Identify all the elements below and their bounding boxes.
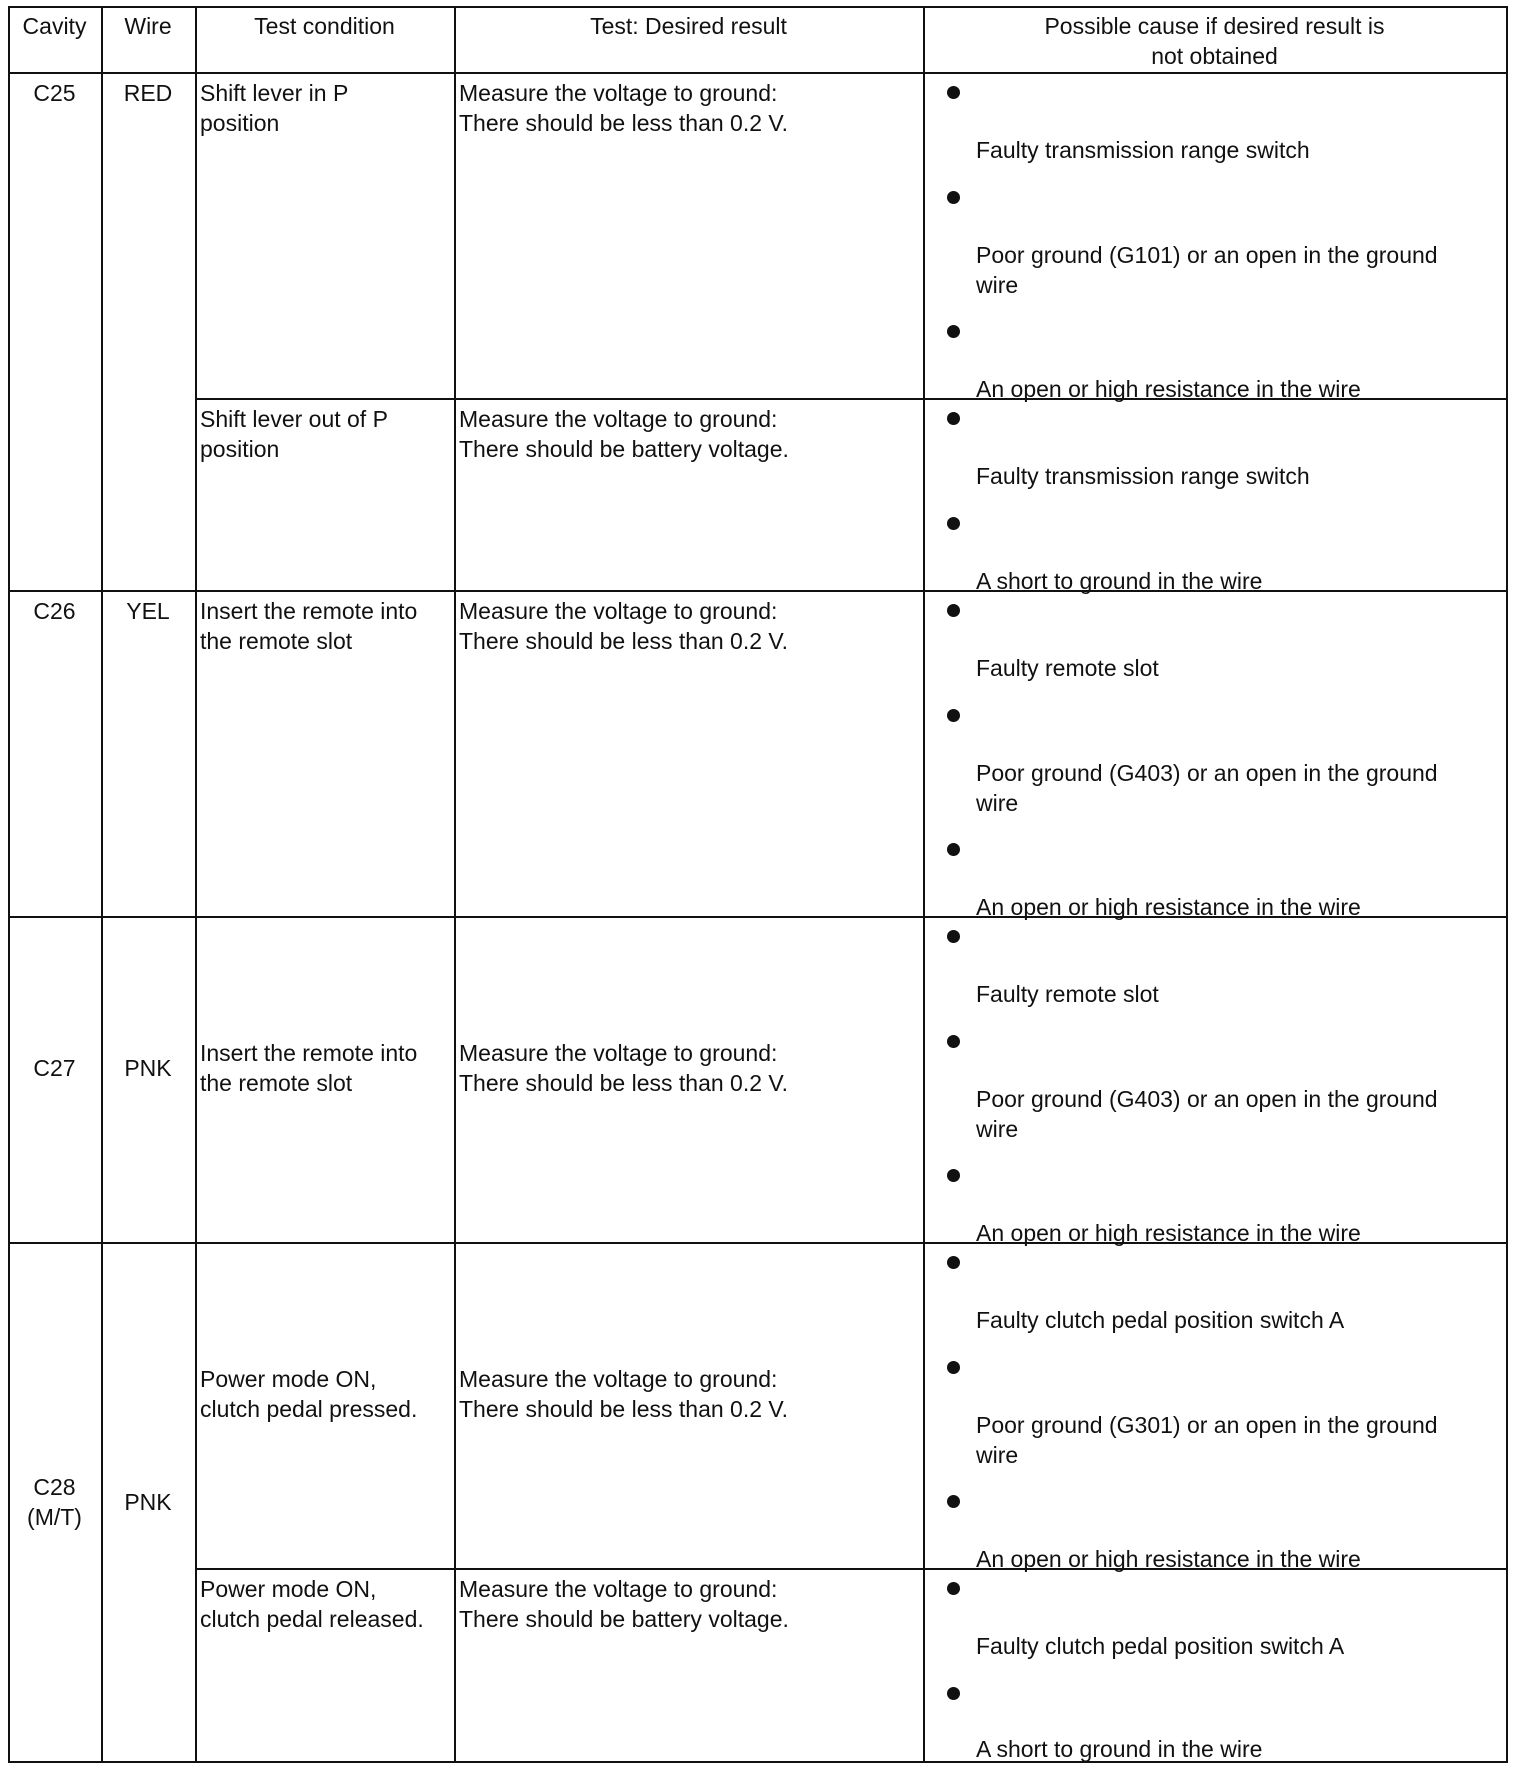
cause-item: Faulty transmission range switch (976, 137, 1310, 163)
bullet-icon (947, 1256, 960, 1269)
diagnostic-table (8, 6, 1508, 1763)
test-condition-cell: clutch pedal released. (200, 1606, 424, 1632)
cause-item: wire (976, 1442, 1019, 1468)
desired-result-cell: There should be battery voltage. (459, 436, 789, 462)
cause-item: Faulty clutch pedal position switch A (976, 1307, 1345, 1333)
wire-cell: RED (123, 80, 173, 106)
desired-result-cell: There should be less than 0.2 V. (459, 1070, 789, 1096)
grid-line (454, 6, 456, 1763)
test-condition-cell: Power mode ON, (200, 1576, 377, 1602)
grid-line (8, 1761, 1508, 1763)
desired-result-cell: Measure the voltage to ground: (459, 80, 778, 106)
desired-result-cell: There should be less than 0.2 V. (459, 628, 789, 654)
header-desired-result: Test: Desired result (590, 13, 787, 39)
bullet-icon (947, 191, 960, 204)
bullet-icon (947, 843, 960, 856)
grid-line (923, 6, 925, 1763)
cause-item: Faulty remote slot (976, 655, 1159, 681)
cause-item: Poor ground (G101) or an open in the ground (976, 242, 1438, 268)
bullet-icon (947, 930, 960, 943)
cause-item: Poor ground (G301) or an open in the ground (976, 1412, 1438, 1438)
wire-cell: PNK (124, 1489, 172, 1515)
bullet-icon (947, 604, 960, 617)
cause-item: wire (976, 790, 1019, 816)
bullet-icon (947, 325, 960, 338)
header-cavity: Cavity (22, 13, 87, 39)
test-condition-cell: the remote slot (200, 1070, 353, 1096)
bullet-icon (947, 1582, 960, 1595)
header-wire: Wire (124, 13, 172, 39)
bullet-icon (947, 1169, 960, 1182)
grid-line (8, 6, 1508, 8)
grid-line (1506, 6, 1508, 1763)
bullet-icon (947, 1035, 960, 1048)
cause-item: A short to ground in the wire (976, 1736, 1263, 1762)
cause-item: wire (976, 1116, 1019, 1142)
cause-item: wire (976, 272, 1019, 298)
desired-result-cell: There should be battery voltage. (459, 1606, 789, 1632)
test-condition-cell: clutch pedal pressed. (200, 1396, 418, 1422)
test-condition-cell: the remote slot (200, 628, 353, 654)
desired-result-cell: There should be less than 0.2 V. (459, 110, 789, 136)
test-condition-cell: position (200, 436, 280, 462)
desired-result-cell: Measure the voltage to ground: (459, 1366, 778, 1392)
header-possible-cause: Possible cause if desired result is (1044, 13, 1385, 39)
grid-line (8, 72, 1508, 74)
grid-line (8, 590, 1508, 592)
test-condition-cell: Shift lever out of P (200, 406, 388, 432)
cause-item: Poor ground (G403) or an open in the ground (976, 1086, 1438, 1112)
wire-cell: YEL (126, 598, 170, 624)
cavity-cell: C27 (33, 1055, 76, 1081)
desired-result-cell: Measure the voltage to ground: (459, 598, 778, 624)
cause-item: Faulty remote slot (976, 981, 1159, 1007)
desired-result-cell: Measure the voltage to ground: (459, 1576, 778, 1602)
bullet-icon (947, 86, 960, 99)
cause-item: An open or high resistance in the wire (976, 1546, 1361, 1572)
cause-item: A short to ground in the wire (976, 568, 1263, 594)
bullet-icon (947, 412, 960, 425)
desired-result-cell: There should be less than 0.2 V. (459, 1396, 789, 1422)
test-condition-cell: position (200, 110, 280, 136)
wire-cell: PNK (124, 1055, 172, 1081)
test-condition-cell: Insert the remote into (200, 598, 418, 624)
header-possible-cause: not obtained (1151, 43, 1278, 69)
desired-result-cell: Measure the voltage to ground: (459, 406, 778, 432)
bullet-icon (947, 709, 960, 722)
cause-item: Faulty transmission range switch (976, 463, 1310, 489)
bullet-icon (947, 1687, 960, 1700)
cavity-cell: C28 (33, 1474, 76, 1500)
desired-result-cell: Measure the voltage to ground: (459, 1040, 778, 1066)
cause-item: Faulty clutch pedal position switch A (976, 1633, 1345, 1659)
cause-item: An open or high resistance in the wire (976, 894, 1361, 920)
bullet-icon (947, 1361, 960, 1374)
cavity-cell: C25 (33, 80, 76, 106)
cause-item: An open or high resistance in the wire (976, 376, 1361, 402)
cause-item: Poor ground (G403) or an open in the ground (976, 760, 1438, 786)
cause-item: An open or high resistance in the wire (976, 1220, 1361, 1246)
bullet-icon (947, 517, 960, 530)
cavity-cell: (M/T) (27, 1504, 82, 1530)
bullet-icon (947, 1495, 960, 1508)
test-condition-cell: Shift lever in P (200, 80, 349, 106)
cavity-cell: C26 (33, 598, 76, 624)
grid-line (195, 6, 197, 1763)
test-condition-cell: Power mode ON, (200, 1366, 377, 1392)
test-condition-cell: Insert the remote into (200, 1040, 418, 1066)
header-test-condition: Test condition (254, 13, 395, 39)
